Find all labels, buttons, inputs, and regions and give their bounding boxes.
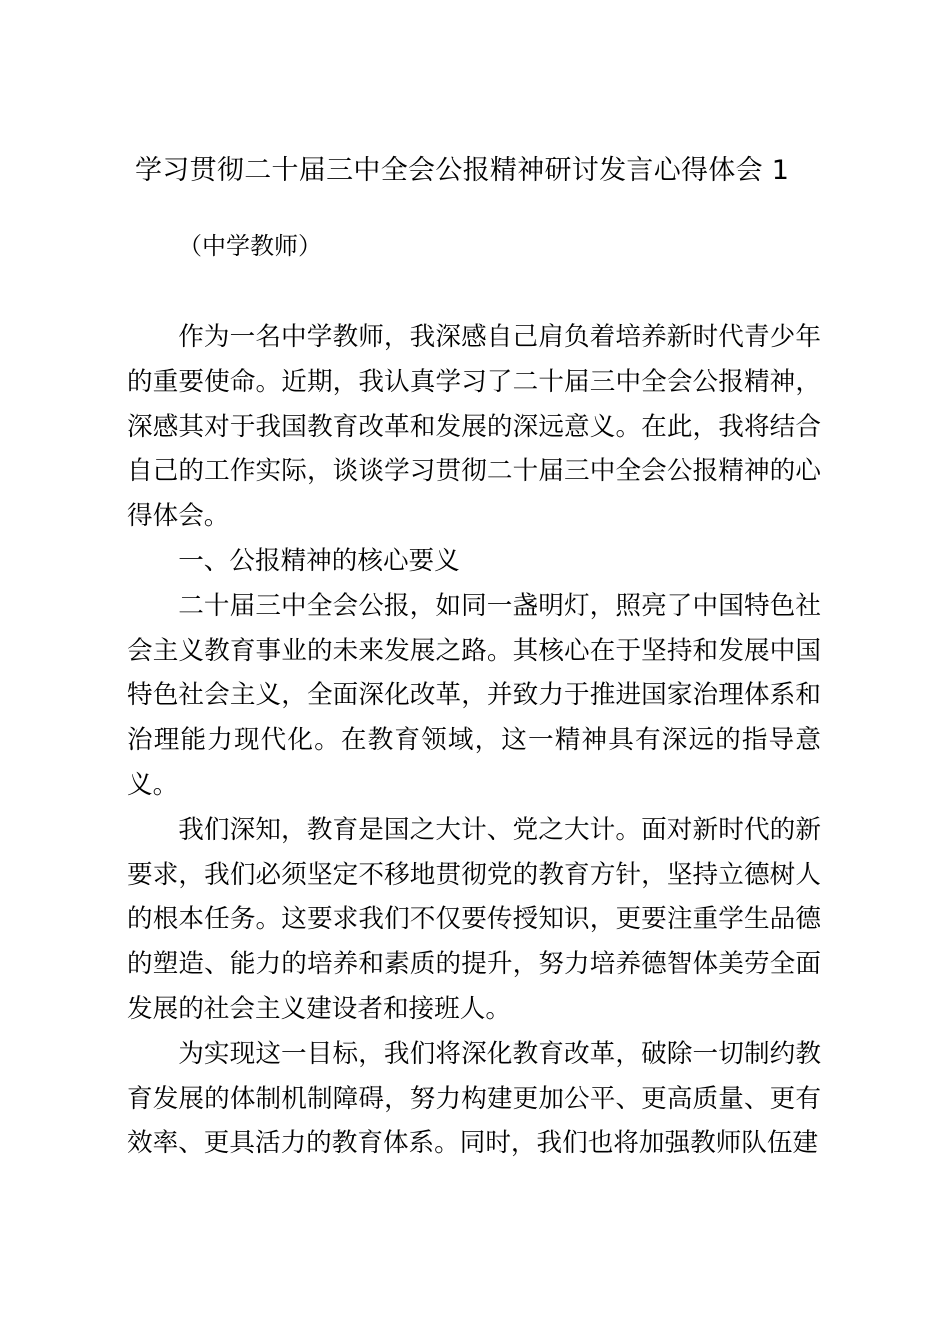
paragraph: 我们深知，教育是国之大计、党之大计。面对新时代的新要求，我们必须坚定不移地贯彻党的教育方针，坚持立德树人的根本任务。这要求我们不仅要传授知识，更要注重学生品德的塑造、能力的培养和素质的提升，努力培养德智体美劳全面发展的社会主义建设者和接班人。 — [127, 814, 821, 1024]
document-body — [127, 315, 821, 1166]
paragraph: 二十届三中全会公报，如同一盏明灯，照亮了中国特色社会主义教育事业的未来发展之路。其核心在于坚持和发展中国特色社会主义，全面深化改革，并致力于推进国家治理体系和治理能力现代化。在教育领域，这一精神具有深远的指导意义。 — [127, 590, 821, 800]
document-title: 学习贯彻二十届三中全会公报精神研讨发言心得体会 1 — [135, 155, 790, 186]
paragraph-intro: 作为一名中学教师，我深感自己肩负着培养新时代青少年的重要使命。近期，我认真学习了二十届三中全会公报精神，深感其对于我国教育改革和发展的深远意义。在此，我将结合自己的工作实际，谈谈学习贯彻二十届三中全会公报精神的心得体会。 — [127, 322, 821, 532]
paragraph: 为实现这一目标，我们将深化教育改革，破除一切制约教育发展的体制机制障碍，努力构建更加公平、更高质量、更有效率、更具活力的教育体系。同时，我们也将加强教师队伍建 — [127, 1038, 821, 1159]
section-heading: 一、公报精神的核心要义 — [178, 545, 460, 576]
document-subtitle: （中学教师） — [178, 232, 322, 260]
